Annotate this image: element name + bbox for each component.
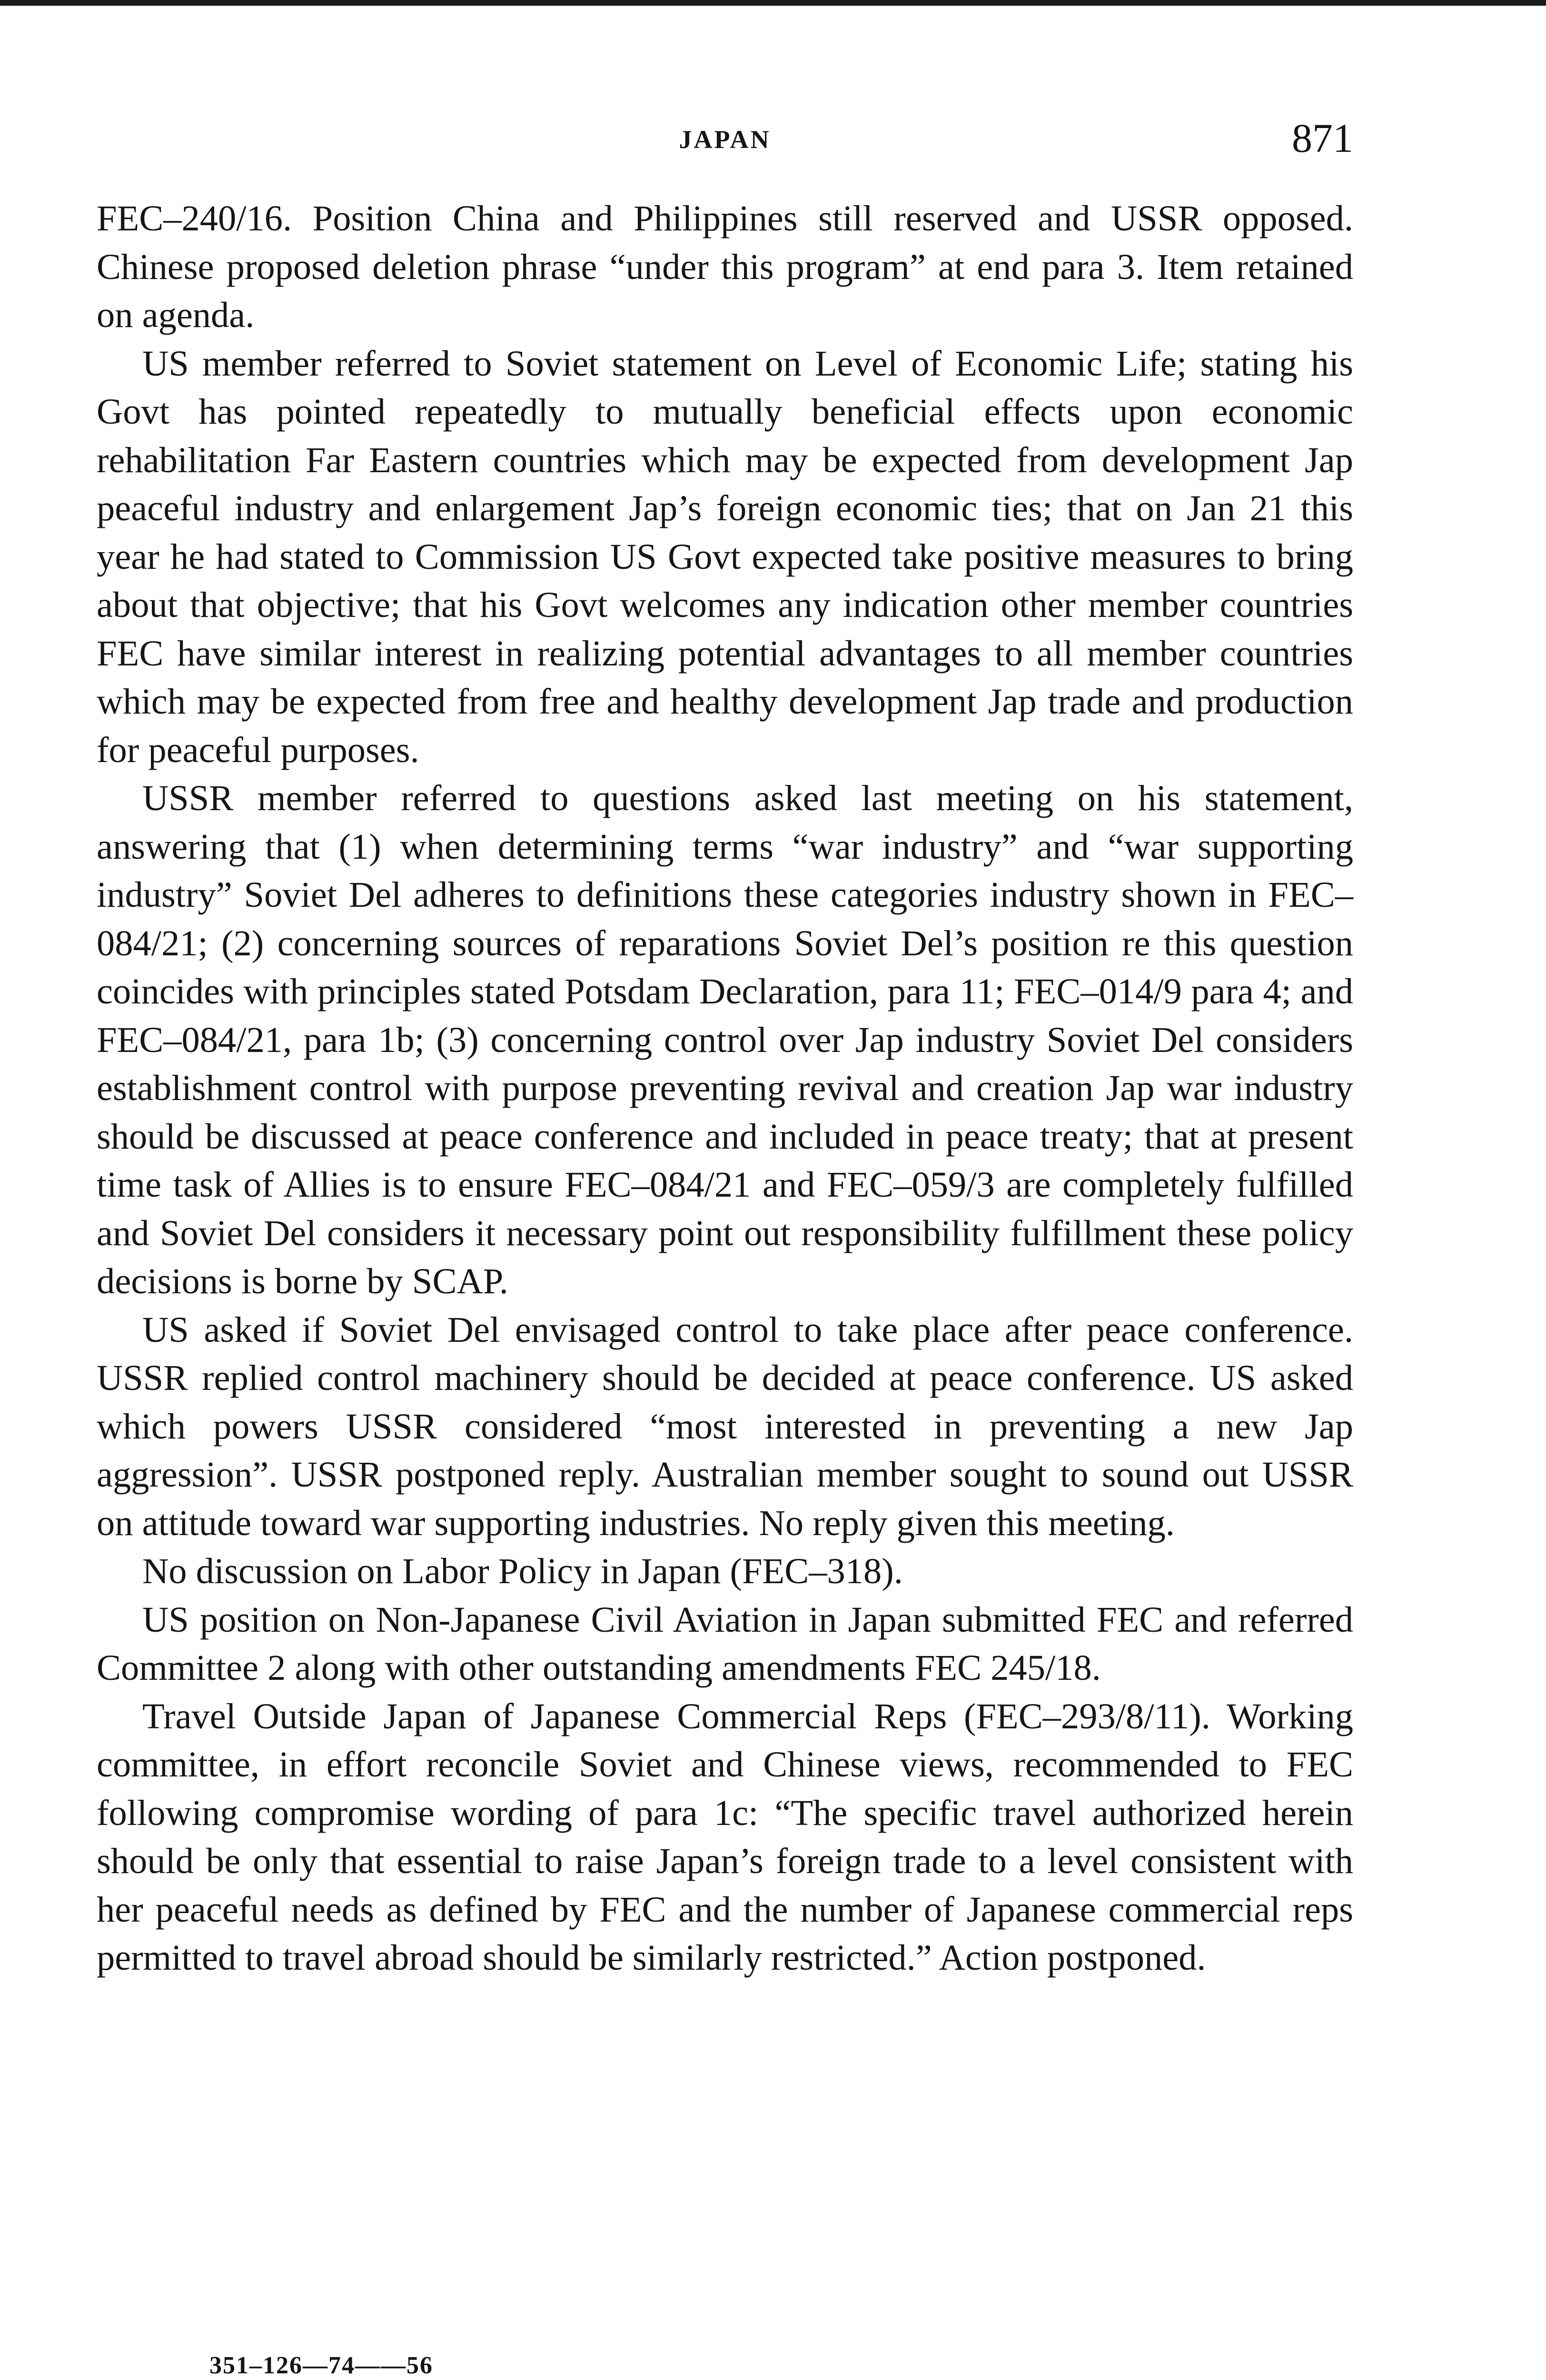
paragraph-civil-aviation: US position on Non-Japanese Civil Aviation in Japan submitted FEC and referred Committee 2 along with other outstanding amendments FEC 245/18. bbox=[97, 1599, 1353, 1688]
printer-signature: 351–126—74——56 bbox=[209, 2352, 433, 2379]
paragraph-fec-240: FEC–240/16. Position China and Philippines still reserved and USSR opposed. Chinese proposed deletion phrase “under this program” at end para 3. Item retained on agenda. bbox=[97, 198, 1353, 335]
paragraph-ussr-member-answer: USSR member referred to questions asked last meeting on his statement, answering that (1) when determining terms “war industry” and “war supporting industry” Soviet Del adheres to definitions these categories industry shown in FEC–084/21; (2) concerning sources of reparations Soviet Del’s position re this question coincides with principles stated Potsdam Declaration, para 11; FEC–014/9 para 4; and FEC–084/21, para 1b; (3) concerning control over Jap industry Soviet Del considers establishment control with purpose preventing revival and creation Jap war industry should be discussed at peace conference and included in peace treaty; that at present time task of Allies is to ensure FEC–084/21 and FEC–059/3 are completely fulfilled and Soviet Del considers it necessary point out responsibility fulfillment these policy decisions is borne by SCAP. bbox=[97, 778, 1353, 1301]
running-head: JAPAN bbox=[679, 125, 771, 154]
page-number: 871 bbox=[1292, 115, 1353, 161]
paragraph-travel-outside-japan: Travel Outside Japan of Japanese Commercial Reps (FEC–293/8/11). Working committee, in effort reconcile Soviet and Chinese views, recommended to FEC following compromise wording of para 1c: “The specific travel authorized herein should be only that essential to raise Japan’s foreign trade to a level consistent with her peaceful needs as defined by FEC and the number of Japanese commercial reps permitted to travel abroad should be similarly restricted.” Action postponed. bbox=[97, 1696, 1353, 1978]
paragraph-us-member-statement: US member referred to Soviet statement on Level of Economic Life; stating his Govt has pointed repeatedly to mutually beneficial effects upon economic rehabilitation Far Eastern countries which may be expected from development Jap peaceful industry and enlargement Jap’s foreign economic ties; that on Jan 21 this year he had stated to Commission US Govt expected take positive measures to bring about that objective; that his Govt welcomes any indication other member countries FEC have similar interest in realizing potential advantages to all member countries which may be expected from free and healthy development Jap trade and production for peaceful purposes. bbox=[97, 343, 1353, 770]
body-text bbox=[97, 194, 1353, 1982]
paragraph-labor-policy: No discussion on Labor Policy in Japan (FEC–318). bbox=[142, 1551, 903, 1591]
paragraph-control-after-peace: US asked if Soviet Del envisaged control to take place after peace conference. USSR replied control machinery should be decided at peace conference. US asked which powers USSR considered “most interested in preventing a new Jap aggression”. USSR postponed reply. Australian member sought to sound out USSR on attitude toward war supporting industries. No reply given this meeting. bbox=[97, 1309, 1353, 1543]
top-border-rule bbox=[0, 0, 1546, 6]
page-header bbox=[97, 114, 1353, 167]
